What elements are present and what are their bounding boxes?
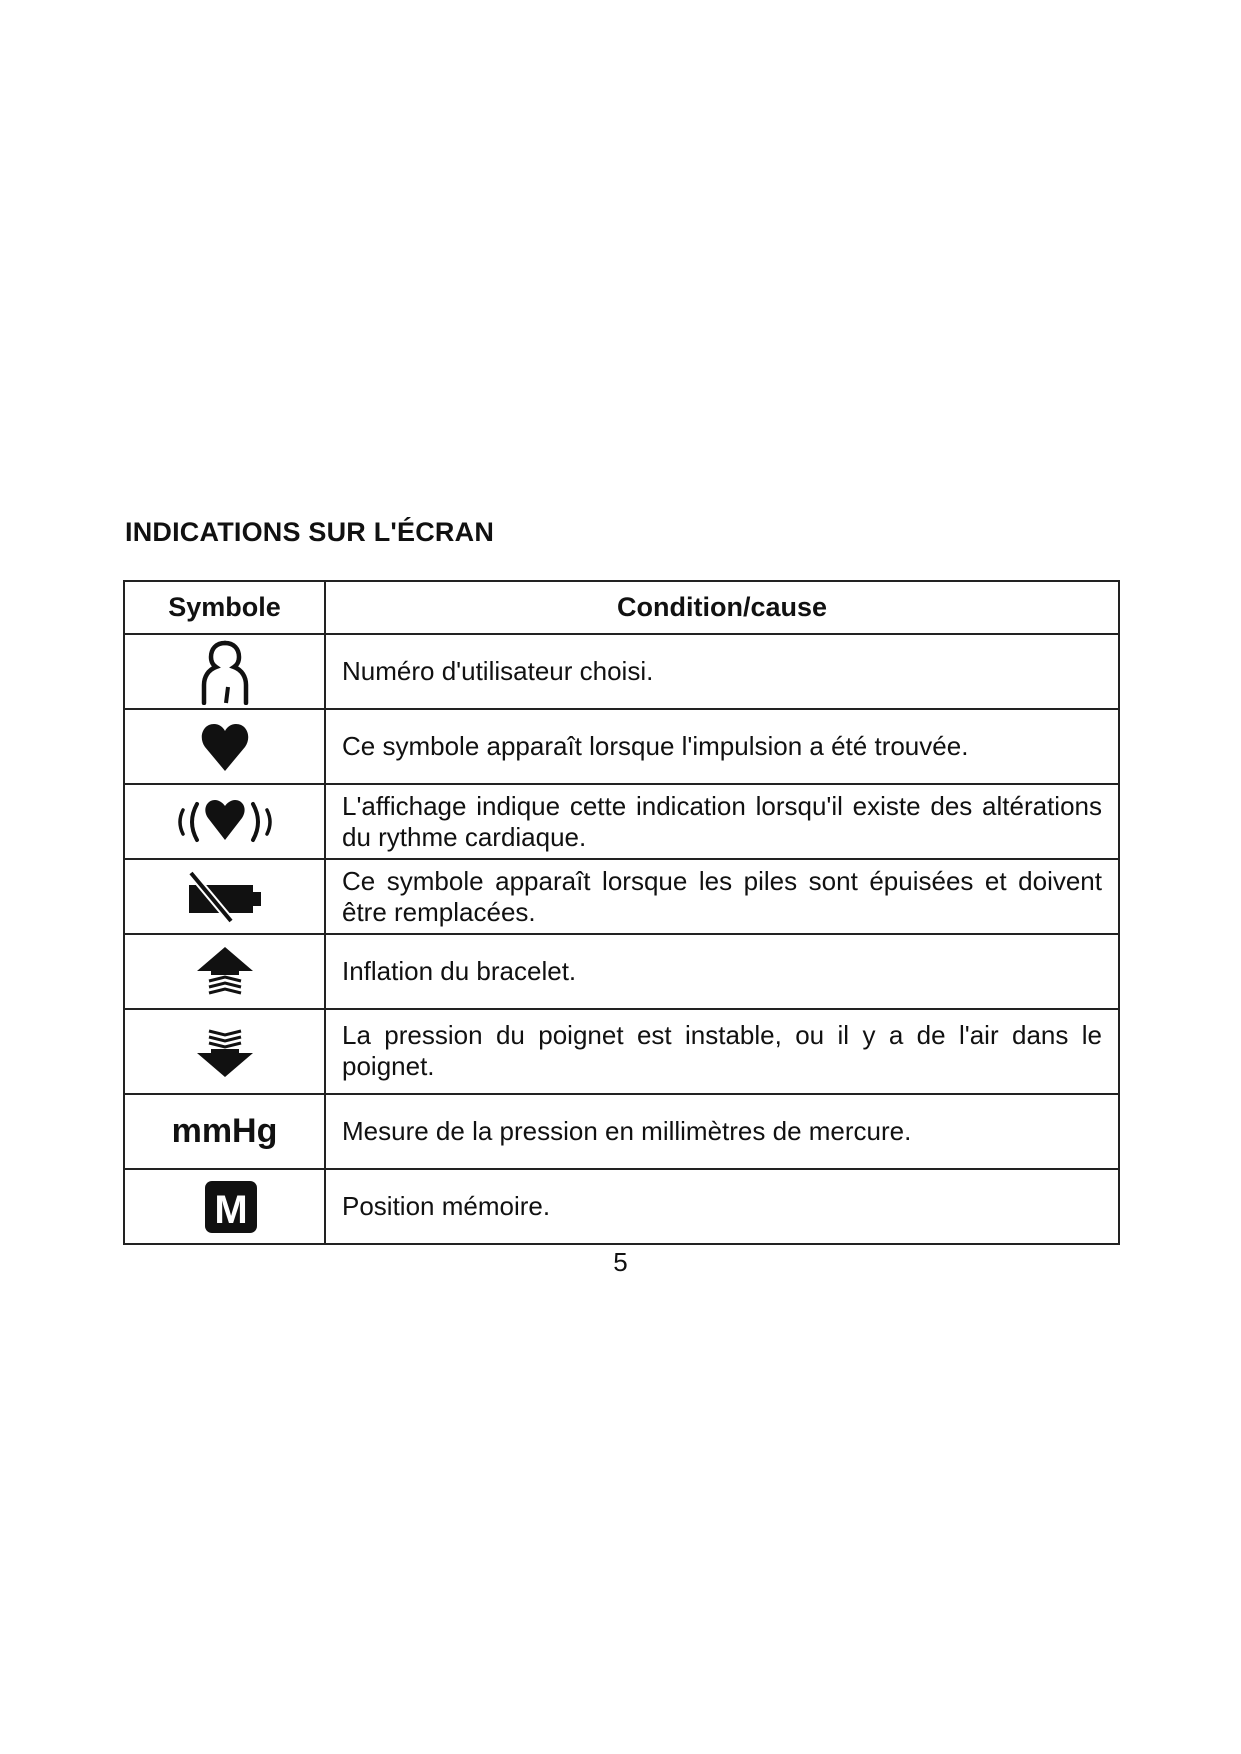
description-cell: Ce symbole apparaît lorsque les piles sont épuisées et doivent être remplacées. (325, 859, 1119, 934)
table-row (124, 709, 1119, 784)
symbol-cell (124, 859, 325, 934)
table-row (124, 859, 1119, 934)
deflation-arrow-down-icon (195, 1025, 255, 1079)
table-row (124, 1094, 1119, 1169)
inflation-arrow-up-icon (195, 945, 255, 999)
header-condition: Condition/cause (325, 581, 1119, 634)
mmhg-label: mmHg (171, 1112, 278, 1150)
table-header-row (124, 581, 1119, 634)
memory-m-icon (203, 1179, 259, 1235)
table-row (124, 784, 1119, 859)
table-row (124, 1169, 1119, 1244)
symbol-cell (124, 1094, 325, 1169)
table-row (124, 634, 1119, 709)
user-icon (200, 639, 250, 705)
table-row (124, 934, 1119, 1009)
description-cell: Inflation du bracelet. (325, 934, 1119, 1009)
description-cell: Position mémoire. (325, 1169, 1119, 1244)
symbol-cell (124, 634, 325, 709)
description-cell: L'affichage indique cette indication lorsqu'il existe des altérations du rythme cardiaque. (325, 784, 1119, 859)
table-row (124, 1009, 1119, 1094)
low-battery-icon (185, 869, 265, 925)
header-symbol: Symbole (124, 581, 325, 634)
symbol-cell (124, 709, 325, 784)
heart-icon (200, 721, 250, 773)
symbol-cell (124, 1009, 325, 1094)
symbol-cell (124, 934, 325, 1009)
memory-m-letter: M (213, 1187, 248, 1232)
irregular-heartbeat-icon (173, 796, 277, 848)
page-number: 5 (613, 1247, 628, 1277)
section-title: INDICATIONS SUR L'ÉCRAN (125, 517, 495, 547)
description-cell: Numéro d'utilisateur choisi. (325, 634, 1119, 709)
symbol-cell (124, 1169, 325, 1244)
description-cell: La pression du poignet est instable, ou il y a de l'air dans le poignet. (325, 1009, 1119, 1094)
description-cell: Mesure de la pression en millimètres de mercure. (325, 1094, 1119, 1169)
description-cell: Ce symbole apparaît lorsque l'impulsion a été trouvée. (325, 709, 1119, 784)
symbol-cell (124, 784, 325, 859)
symbols-table (123, 580, 1120, 1245)
